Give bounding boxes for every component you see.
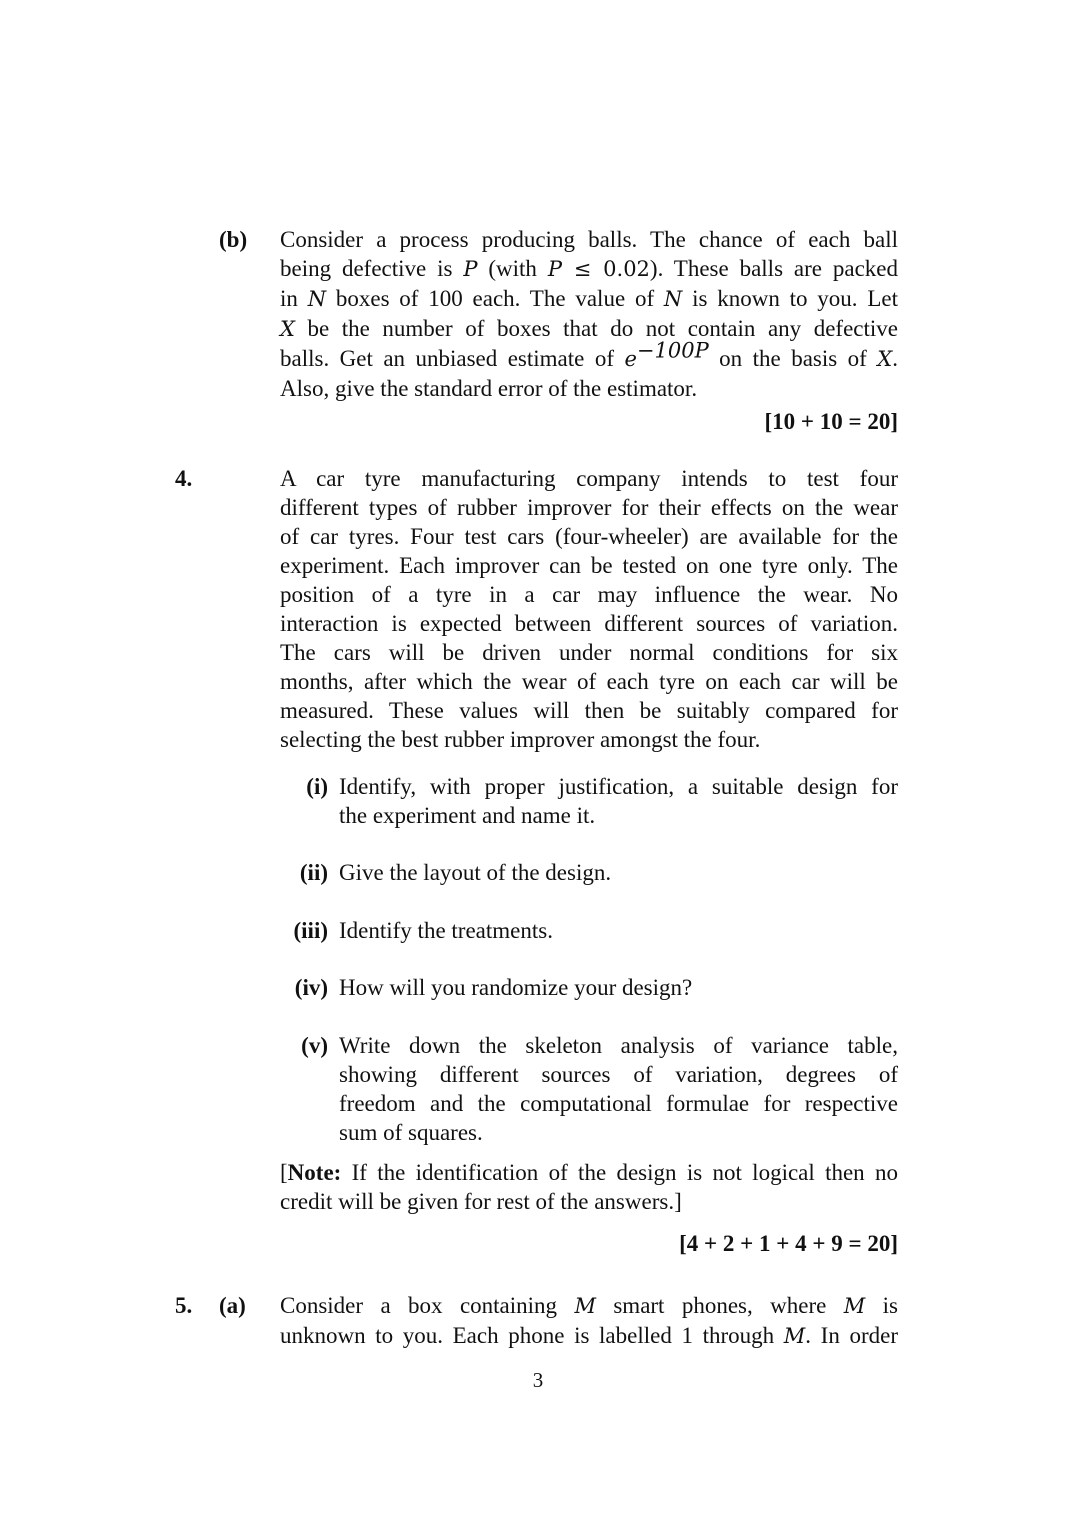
q4-note-line2: credit will be given for rest of the answers.] [280,1189,682,1214]
q5-number: 5. [175,1293,193,1318]
q3b-marks: [10 + 10 = 20] [764,409,898,434]
q4-part-v-text [339,1031,898,1147]
q4-part-v-line: Write down the skeleton analysis of variance table, [339,1033,898,1058]
q4-line: The cars will be driven under normal conditions for six [280,640,898,665]
q5a-text [280,1291,898,1351]
q4-line: A car tyre manufacturing company intends to test four [280,466,898,491]
q4-part-v-line: sum of squares. [339,1120,483,1145]
math-symbol: N [663,287,683,311]
q4-part-iv-label: (iv) [294,975,328,1000]
q4-part-i-line: Identify, with proper justification, a suitable design for [339,774,898,799]
q4-note-bold: Note: [287,1160,342,1185]
q4-note-bracket: [ [280,1160,288,1185]
math-symbol: M [843,1294,866,1318]
q4-line: different types of rubber improver for their effects on the wear [280,495,898,520]
math-symbol: M [783,1324,806,1348]
math-symbol: N [307,287,327,311]
q4-line: position of a tyre in a car may influence the wear. No [280,582,898,607]
page-number: 3 [532,1368,544,1392]
q4-part-iv-text [339,973,898,1002]
q4-part-v-label: (v) [301,1033,328,1058]
math-symbol: P [463,257,478,281]
q4-part-iv-line: How will you randomize your design? [339,975,693,1000]
q4-part-i-text [339,772,898,830]
q4-line: of car tyres. Four test cars (four-wheeler) are available for the [280,524,898,549]
q4-part-i-line: the experiment and name it. [339,803,596,828]
math-expression: ≤ 0.02 [561,257,650,281]
q4-part-ii-line: Give the layout of the design. [339,860,612,885]
q3b-label: (b) [219,227,248,252]
q5a-label: (a) [219,1293,246,1318]
q3b-text [280,225,898,403]
math-exponent: −100P [636,338,709,363]
q4-part-ii-label: (ii) [299,860,328,885]
math-symbol: P [547,257,562,281]
q4-text [280,464,898,754]
q4-part-iii-line: Identify the treatments. [339,918,553,943]
q3b-line: in N boxes of 100 each. The value of N is known to you. Let [280,286,898,311]
q4-line: selecting the best rubber improver amongst the four. [280,727,761,752]
q5a-line: unknown to you. Each phone is labelled 1 through M. In order [280,1323,898,1348]
q3b-line: being defective is P (with P ≤ 0.02). These balls are packed [280,256,898,281]
q4-line: experiment. Each improver can be tested on one tyre only. The [280,553,898,578]
q4-note [280,1158,898,1216]
math-symbol: M [574,1294,596,1318]
q4-note-line1: If the identification of the design is not logical then no [341,1160,898,1185]
q5a-line: Consider a box containing M smart phones, where M is [280,1293,898,1318]
q4-line: measured. These values will then be suitably compared for [280,698,898,723]
q4-line: months, after which the wear of each tyre on each car will be [280,669,898,694]
math-symbol: X [280,317,295,341]
q4-marks: [4 + 2 + 1 + 4 + 9 = 20] [679,1231,898,1256]
q4-part-v-line: showing different sources of variation, degrees of [339,1062,898,1087]
q4-line: interaction is expected between different sources of variation. [280,611,898,636]
q3b-line: X be the number of boxes that do not contain any defective [280,316,898,341]
q4-number: 4. [175,466,193,491]
q4-part-iii-label: (iii) [293,918,328,943]
math-symbol: X [877,347,893,371]
q4-part-ii-text [339,858,898,887]
q4-part-iii-text [339,916,898,945]
q3b-line: Consider a process producing balls. The chance of each ball [280,227,898,252]
q3b-line: balls. Get an unbiased estimate of $e^{-100P}$ on the basis of X. [280,338,898,371]
math-symbol: e [624,347,637,371]
q4-part-i-label: (i) [306,774,328,799]
q4-part-v-line: freedom and the computational formulae for respective [339,1091,898,1116]
q3b-line: Also, give the standard error of the estimator. [280,376,698,401]
